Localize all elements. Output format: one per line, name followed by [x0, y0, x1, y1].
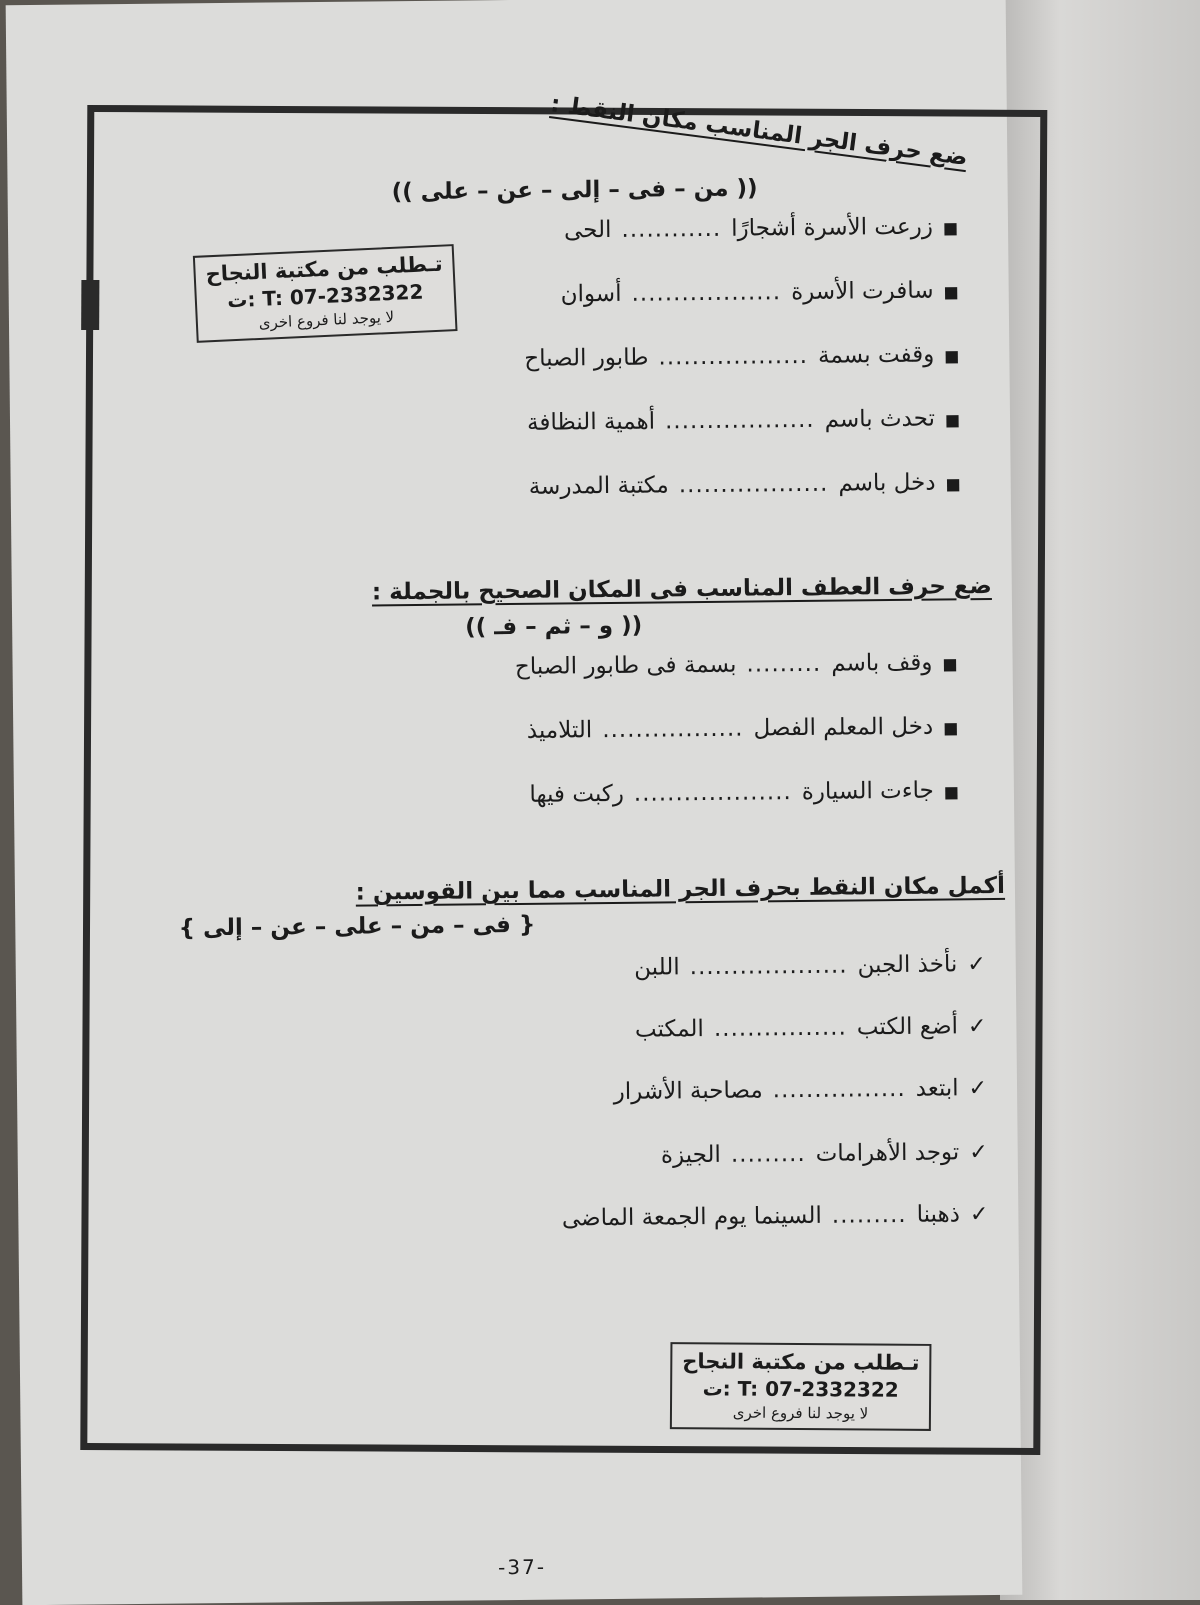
blank-dots: .........: [746, 650, 822, 678]
blank-dots: ................: [713, 1014, 847, 1042]
checkmark-icon: ✓: [969, 1140, 988, 1166]
bullet-icon: ■: [944, 346, 960, 366]
stamp-phone: ت: T: 07-2332322: [702, 1376, 899, 1402]
bullet-icon: ■: [943, 282, 959, 302]
section2-title: ضع حرف العطف المناسب فى المكان الصحيح بالجملة :: [371, 572, 992, 606]
section3-item: [661, 1139, 988, 1168]
bullet-icon: ■: [943, 782, 960, 802]
checkmark-icon: ✓: [968, 1076, 988, 1102]
item-text: ابتعد: [915, 1075, 959, 1102]
blank-dots: .........: [831, 1201, 907, 1229]
section1-item: [561, 277, 959, 307]
item-end: الحى: [563, 216, 612, 244]
blank-dots: ..................: [664, 406, 815, 435]
item-text: سافرت الأسرة: [790, 277, 934, 306]
bullet-icon: ■: [942, 218, 959, 238]
section2-item: [529, 777, 959, 807]
worksheet-content: [6, 0, 1023, 1605]
item-text: زرعت الأسرة أشجارًا: [731, 213, 934, 242]
blank-dots: ..................: [631, 279, 782, 307]
item-end: السينما يوم الجمعة الماضى: [561, 1202, 822, 1232]
item-end: بسمة فى طابور الصباح: [514, 651, 737, 680]
item-text: جاءت السيارة: [801, 777, 934, 805]
section1-choices: (( من – فى – إلى – عن – على )): [391, 175, 758, 206]
item-end: أسوان: [560, 280, 622, 308]
bullet-icon: ■: [944, 410, 961, 430]
section1-item: [564, 213, 958, 243]
item-text: دخل المعلم الفصل: [753, 713, 934, 742]
section3-item: [614, 1075, 988, 1105]
item-text: تحدث باسم: [824, 405, 936, 433]
stamp-name: تـطلب من مكتبة النجاح: [682, 1349, 920, 1375]
item-end: أهمية النظافة: [526, 408, 656, 436]
item-text: وقفت بسمة: [817, 341, 935, 369]
item-text: أضع الكتب: [856, 1013, 959, 1041]
item-end: ركبت فيها: [529, 780, 624, 808]
section1-item: [524, 341, 959, 372]
page-number: -37-: [497, 1554, 547, 1580]
blank-dots: .........: [730, 1140, 806, 1168]
checkmark-icon: ✓: [967, 952, 986, 978]
item-text: ذهبنا: [916, 1201, 961, 1228]
bullet-icon: ■: [945, 474, 961, 494]
checkmark-icon: ✓: [967, 1014, 987, 1040]
section3-item: [634, 951, 986, 981]
blank-dots: ...................: [689, 952, 848, 981]
worksheet-page: [6, 0, 1023, 1605]
section1-item: [527, 405, 960, 436]
stamp-name: تـطلب من مكتبة النجاح: [205, 251, 444, 287]
blank-dots: ................: [772, 1075, 906, 1104]
bullet-icon: ■: [943, 718, 959, 738]
item-end: طابور الصباح: [524, 344, 649, 372]
blank-dots: .................: [602, 715, 744, 744]
blank-dots: ..................: [678, 470, 829, 499]
item-end: اللبن: [634, 954, 680, 981]
item-text: نأخذ الجبن: [857, 951, 958, 979]
item-end: التلاميذ: [526, 717, 593, 744]
section1-item: [529, 469, 961, 500]
section3-item: [635, 1013, 987, 1043]
item-end: مصاحبة الأشرار: [613, 1077, 763, 1105]
stamp-note: لا يوجد لنا فروع اخرى: [258, 307, 395, 332]
item-end: المكتب: [634, 1016, 705, 1043]
section3-title: أكمل مكان النقط بحرف الجر المناسب مما بين القوسين :: [355, 872, 1006, 906]
section2-item: [527, 713, 959, 744]
stamp-phone: ت: T: 07-2332322: [226, 279, 424, 313]
checkmark-icon: ✓: [969, 1202, 989, 1228]
library-stamp: [193, 244, 458, 343]
item-text: وقف باسم: [831, 649, 933, 677]
section1-title: ضع حرف الجر المناسب مكان النقط :: [549, 91, 969, 172]
item-end: الجيزة: [660, 1141, 722, 1169]
section3-choices: { فى – من – على – عن – إلى }: [178, 911, 536, 942]
section3-item: [562, 1201, 989, 1231]
blank-dots: ............: [621, 215, 722, 243]
bullet-icon: ■: [942, 654, 958, 674]
stamp-note: لا يوجد لنا فروع اخرى: [732, 1403, 869, 1423]
item-text: دخل باسم: [838, 469, 936, 497]
section2-item: [515, 649, 958, 680]
blank-dots: ...................: [633, 779, 792, 807]
item-end: مكتبة المدرسة: [528, 472, 669, 500]
library-stamp: [670, 1342, 932, 1431]
section2-choices: (( و – ثم – فـ )): [465, 612, 643, 641]
blank-dots: ..................: [658, 342, 809, 371]
item-text: توجد الأهرامات: [815, 1139, 960, 1167]
